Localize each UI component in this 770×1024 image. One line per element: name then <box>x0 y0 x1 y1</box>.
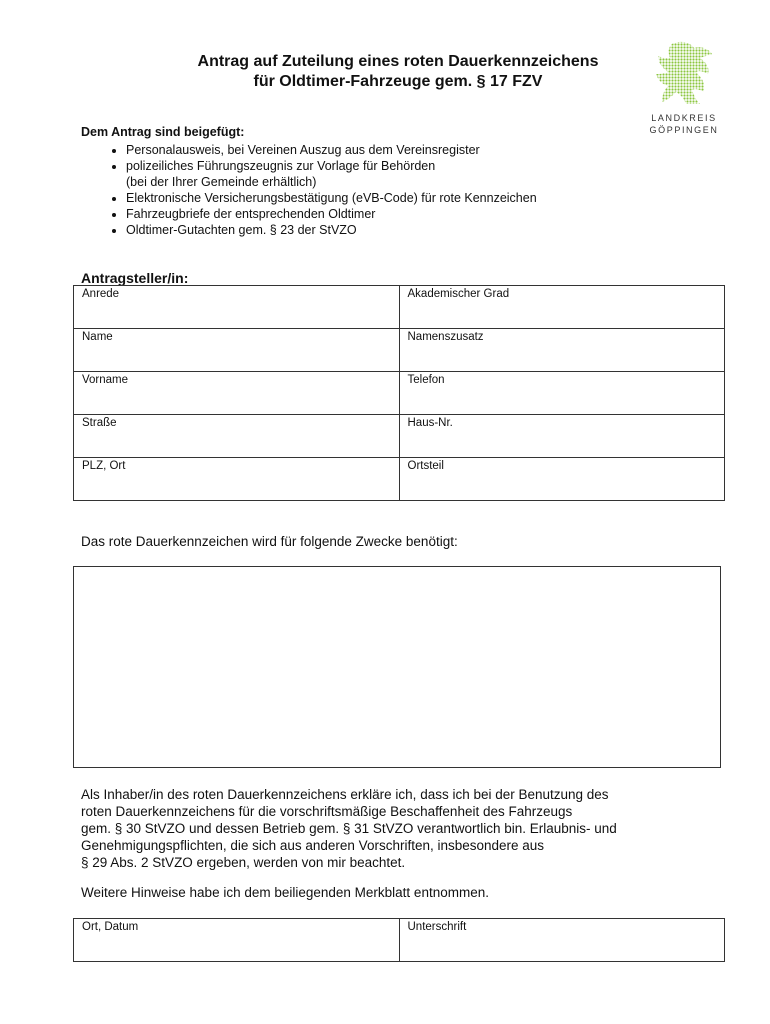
attachment-item-2-note: (bei der Ihrer Gemeinde erhältlich) <box>126 175 317 189</box>
form-title <box>120 52 676 92</box>
title-line-1: Antrag auf Zuteilung eines roten Dauerkennzeichens <box>197 53 599 70</box>
namenszusatz-label: Namenszusatz <box>407 331 484 343</box>
plz-ort-label: PLZ, Ort <box>82 460 126 472</box>
title-line-2: für Oldtimer-Fahrzeuge gem. § 17 FZV <box>253 73 543 90</box>
list-item <box>126 158 537 190</box>
unterschrift-field[interactable] <box>399 919 725 962</box>
list-item <box>126 142 537 158</box>
declaration-text <box>81 786 711 871</box>
applicant-heading: Antragsteller/in: <box>81 270 189 286</box>
attachment-item-2: polizeiliches Führungszeugnis zur Vorlage für Behörden <box>126 159 436 173</box>
table-row <box>74 919 725 962</box>
hausnummer-field[interactable] <box>399 415 725 458</box>
logo-text <box>644 112 724 136</box>
akademischer-grad-field[interactable] <box>399 286 725 329</box>
table-row <box>74 458 725 501</box>
lion-icon <box>650 40 718 106</box>
list-item <box>126 222 537 238</box>
purpose-label: Das rote Dauerkennzeichen wird für folgende Zwecke benötigt: <box>81 534 458 549</box>
purpose-textarea[interactable] <box>73 566 721 768</box>
table-row <box>74 415 725 458</box>
attachment-item-4: Fahrzeugbriefe der entsprechenden Oldtimer <box>126 207 376 221</box>
attachments-heading: Dem Antrag sind beigefügt: <box>81 125 245 139</box>
table-row <box>74 329 725 372</box>
attachment-item-3: Elektronische Versicherungsbestätigung (eVB-Code) für rote Kennzeichen <box>126 191 537 205</box>
declaration-line-5: § 29 Abs. 2 StVZO ergeben, werden von mir beachtet. <box>81 855 406 870</box>
strasse-label: Straße <box>82 417 117 429</box>
attachments-list <box>81 142 537 238</box>
declaration-line-1: Als Inhaber/in des roten Dauerkennzeichens erkläre ich, dass ich bei der Benutzung des <box>81 787 609 802</box>
list-item <box>126 206 537 222</box>
logo-line-1: LANDKREIS <box>651 113 717 123</box>
attachment-item-1: Personalausweis, bei Vereinen Auszug aus dem Vereinsregister <box>126 143 480 157</box>
akademischer-grad-label: Akademischer Grad <box>407 288 510 300</box>
vorname-label: Vorname <box>82 374 129 386</box>
merkblatt-hint: Weitere Hinweise habe ich dem beiliegenden Merkblatt entnommen. <box>81 885 489 900</box>
attachments-section <box>81 124 537 238</box>
attachment-item-5: Oldtimer-Gutachten gem. § 23 der StVZO <box>126 223 357 237</box>
declaration-line-3: gem. § 30 StVZO und dessen Betrieb gem. § 31 StVZO verantwortlich bin. Erlaubnis- und <box>81 821 617 836</box>
applicant-table <box>73 285 725 501</box>
anrede-label: Anrede <box>82 288 120 300</box>
logo-line-2: GÖPPINGEN <box>649 125 719 135</box>
list-item <box>126 190 537 206</box>
landkreis-logo <box>644 40 734 136</box>
plz-ort-field[interactable] <box>74 458 400 501</box>
hausnummer-label: Haus-Nr. <box>407 417 453 429</box>
telefon-label: Telefon <box>407 374 445 386</box>
unterschrift-label: Unterschrift <box>407 921 467 933</box>
signature-table <box>73 918 725 962</box>
ort-datum-field[interactable] <box>74 919 400 962</box>
ortsteil-label: Ortsteil <box>407 460 444 472</box>
anrede-field[interactable] <box>74 286 400 329</box>
table-row <box>74 286 725 329</box>
name-label: Name <box>82 331 113 343</box>
declaration-line-2: roten Dauerkennzeichens für die vorschriftsmäßige Beschaffenheit des Fahrzeugs <box>81 804 573 819</box>
namenszusatz-field[interactable] <box>399 329 725 372</box>
table-row <box>74 372 725 415</box>
vorname-field[interactable] <box>74 372 400 415</box>
name-field[interactable] <box>74 329 400 372</box>
ortsteil-field[interactable] <box>399 458 725 501</box>
telefon-field[interactable] <box>399 372 725 415</box>
declaration-line-4: Genehmigungspflichten, die sich aus anderen Vorschriften, insbesondere aus <box>81 838 545 853</box>
ort-datum-label: Ort, Datum <box>82 921 139 933</box>
strasse-field[interactable] <box>74 415 400 458</box>
